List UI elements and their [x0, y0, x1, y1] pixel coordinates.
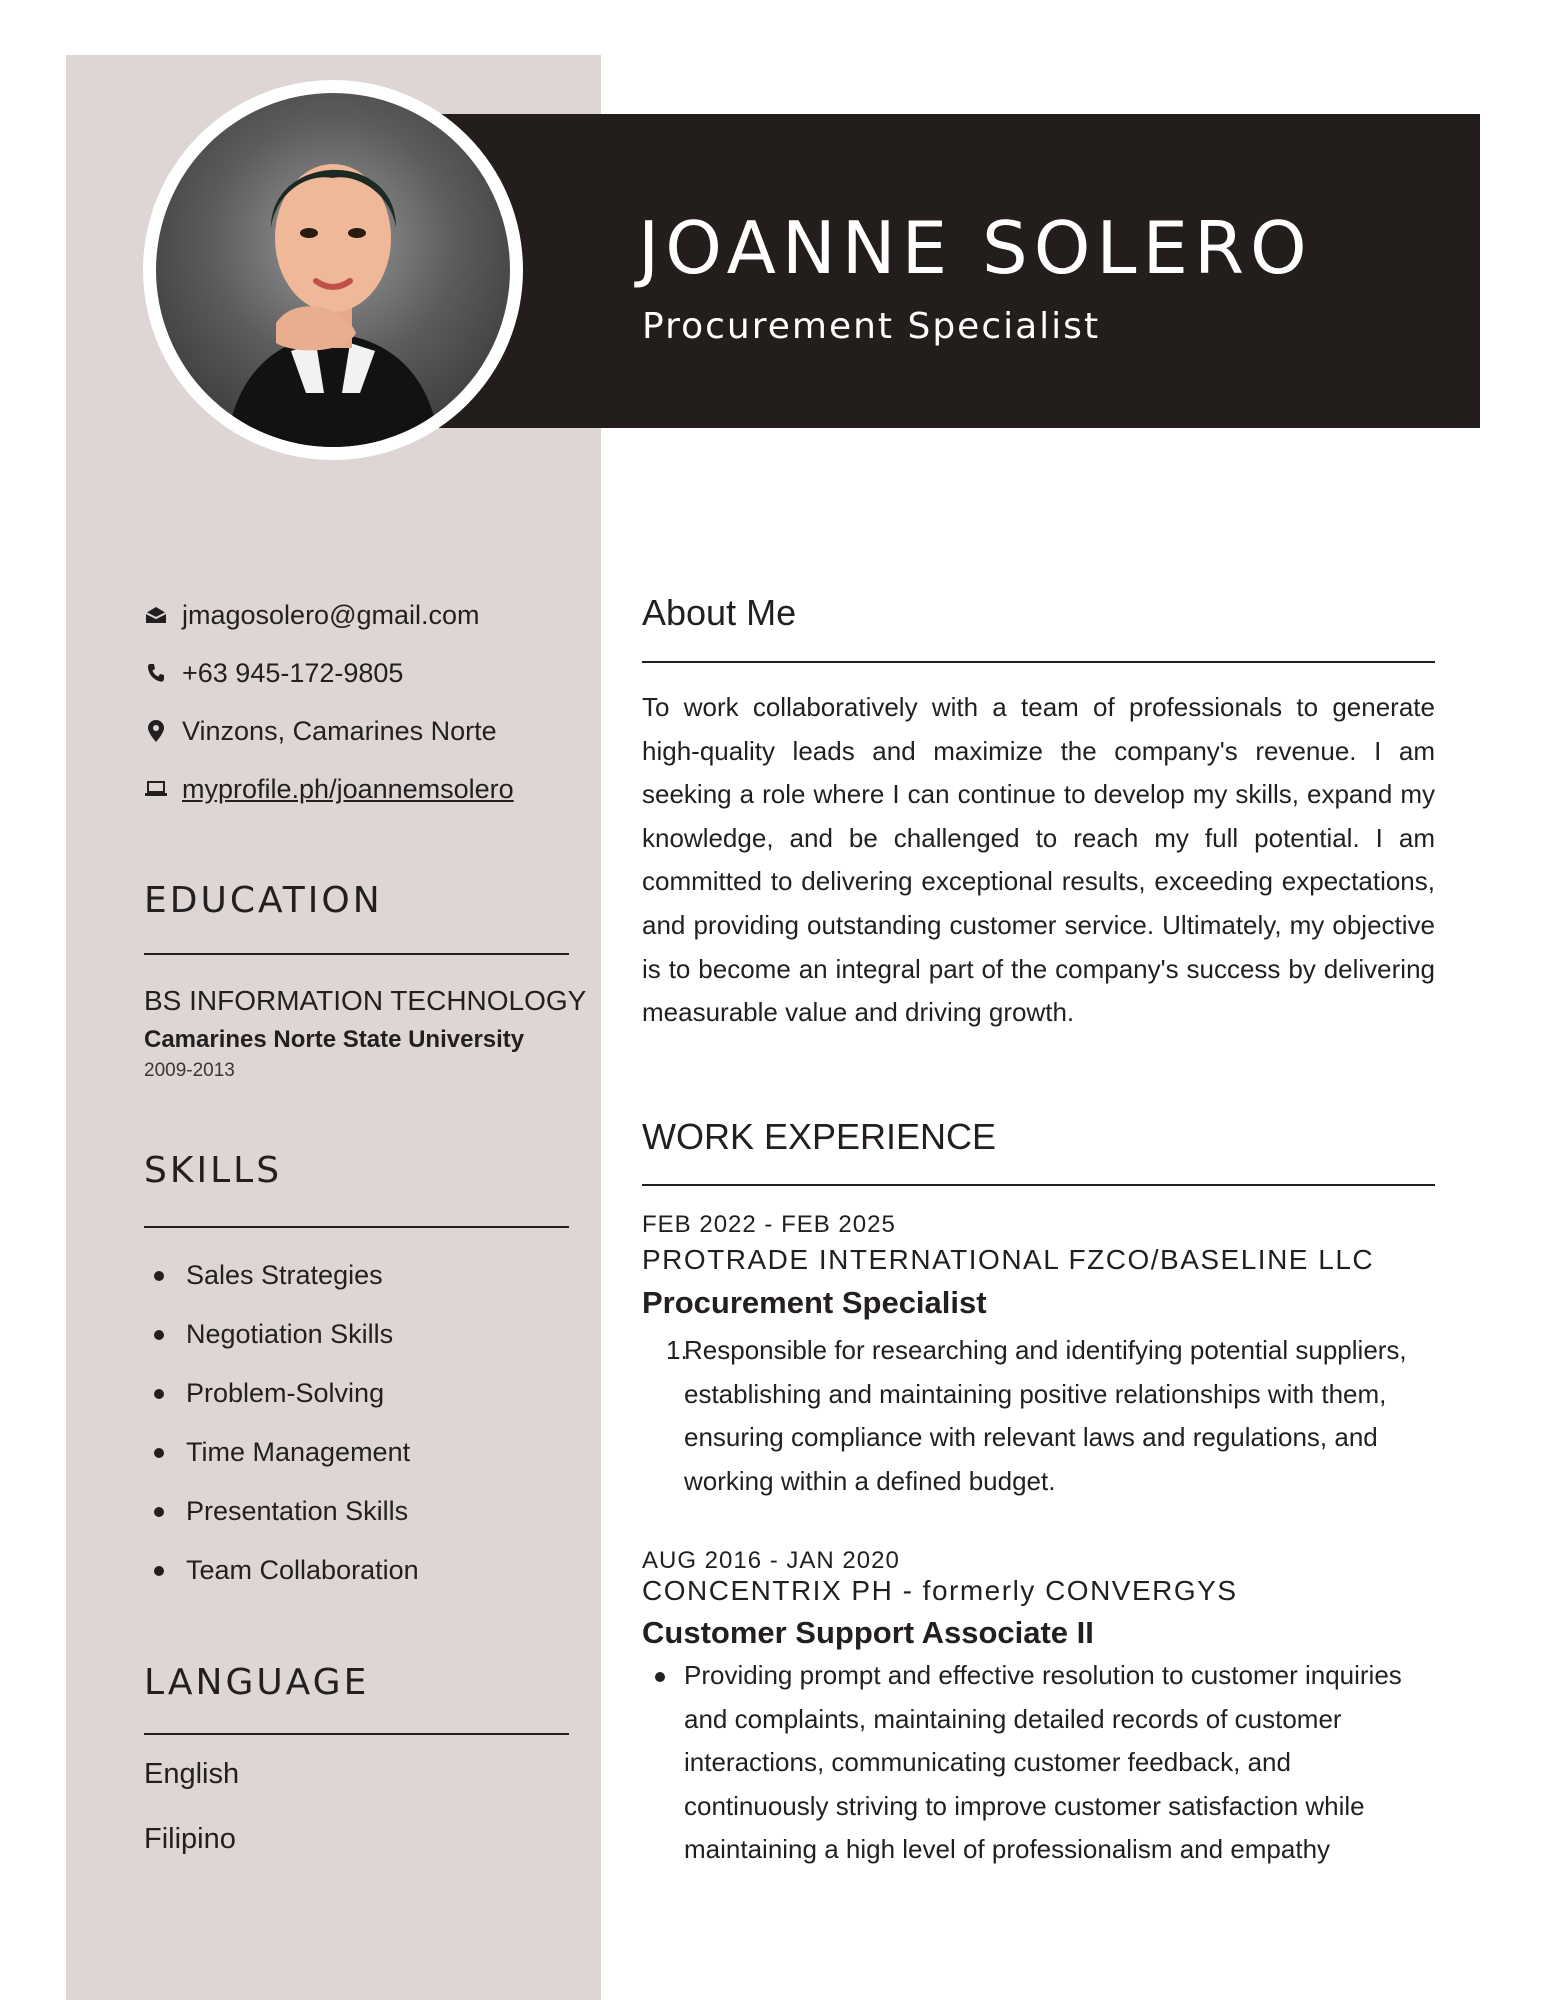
job-dates: AUG 2016 - JAN 2020 — [642, 1547, 900, 1574]
bullet-icon — [154, 1271, 164, 1281]
language-heading: LANGUAGE — [144, 1662, 370, 1703]
job-title: Procurement Specialist — [642, 1285, 987, 1320]
skill-item — [154, 1305, 419, 1364]
profile-photo-illustration — [156, 93, 510, 447]
job-title: Customer Support Associate II — [642, 1615, 1094, 1650]
envelope-icon — [144, 603, 168, 627]
skill-item — [154, 1482, 419, 1541]
skill-item — [154, 1364, 419, 1423]
bullet-icon — [154, 1566, 164, 1576]
language-item: Filipino — [144, 1823, 236, 1855]
candidate-role: Procurement Specialist — [642, 306, 1101, 347]
skill-label: Problem-Solving — [186, 1378, 385, 1408]
candidate-name: JOANNE SOLERO — [638, 206, 1313, 290]
education-heading: EDUCATION — [144, 880, 383, 921]
work-heading: WORK EXPERIENCE — [642, 1116, 997, 1157]
about-divider — [642, 661, 1435, 663]
contact-location — [144, 702, 514, 760]
bullet-icon — [655, 1672, 665, 1682]
language-divider — [144, 1733, 569, 1735]
email-text[interactable]: jmagosolero@gmail.com — [182, 599, 480, 630]
education-divider — [144, 953, 569, 955]
skills-list — [154, 1246, 419, 1600]
education-years: 2009-2013 — [144, 1060, 235, 1081]
about-heading: About Me — [642, 592, 797, 633]
bullet-icon — [154, 1389, 164, 1399]
website-link[interactable]: myprofile.ph/joannemsolero — [182, 773, 514, 804]
work-divider — [642, 1184, 1435, 1186]
job-company: CONCENTRIX PH - formerly CONVERGYS — [642, 1575, 1238, 1606]
skill-label: Sales Strategies — [186, 1260, 383, 1290]
bullet-icon — [154, 1507, 164, 1517]
education-school: Camarines Norte State University — [144, 1026, 525, 1053]
about-text: To work collaboratively with a team of professionals to generate high-quality leads and maximize the company's revenue. I am seeking a role where I can continue to develop my skills, expand my knowledge, and be challenged to reach my full potential. I am committed to delivering exceptional results, exceeding expectations, and providing outstanding customer service. Ultimately, my objective is to become an integral part of the company's success by delivering measurable value and driving growth. — [642, 692, 1435, 1028]
map-pin-icon — [144, 719, 168, 743]
skill-item — [154, 1541, 419, 1600]
phone-text[interactable]: +63 945-172-9805 — [182, 657, 404, 688]
profile-photo — [156, 93, 510, 447]
skill-item — [154, 1246, 419, 1305]
language-item: English — [144, 1758, 240, 1790]
skill-label: Time Management — [186, 1437, 411, 1467]
bullet-icon — [154, 1330, 164, 1340]
phone-icon — [144, 661, 168, 685]
contact-email — [144, 586, 514, 644]
skills-heading: SKILLS — [144, 1150, 283, 1191]
job-description: Responsible for researching and identifying potential suppliers, establishing and maintaining positive relationships with them, ensuring compliance with relevant laws and regulations, and working within a defined budget. — [684, 1335, 1407, 1496]
list-number: 1. — [666, 1335, 688, 1365]
bullet-icon — [154, 1448, 164, 1458]
laptop-icon — [144, 777, 168, 801]
contact-phone — [144, 644, 514, 702]
skills-divider — [144, 1226, 569, 1228]
skill-label: Team Collaboration — [186, 1555, 419, 1585]
skill-label: Presentation Skills — [186, 1496, 409, 1526]
job-company: PROTRADE INTERNATIONAL FZCO/BASELINE LLC — [642, 1244, 1375, 1275]
education-degree: BS INFORMATION TECHNOLOGY — [144, 985, 587, 1016]
contact-website — [144, 760, 514, 818]
skill-item — [154, 1423, 419, 1482]
location-text: Vinzons, Camarines Norte — [182, 715, 497, 746]
job-dates: FEB 2022 - FEB 2025 — [642, 1211, 896, 1238]
contact-list — [144, 586, 514, 818]
skill-label: Negotiation Skills — [186, 1319, 394, 1349]
job-description: Providing prompt and effective resolution to customer inquiries and complaints, maintaining detailed records of customer interactions, communicating customer feedback, and continuously striving to improve customer satisfaction while maintaining a high level of professionalism and empathy — [684, 1660, 1402, 1865]
